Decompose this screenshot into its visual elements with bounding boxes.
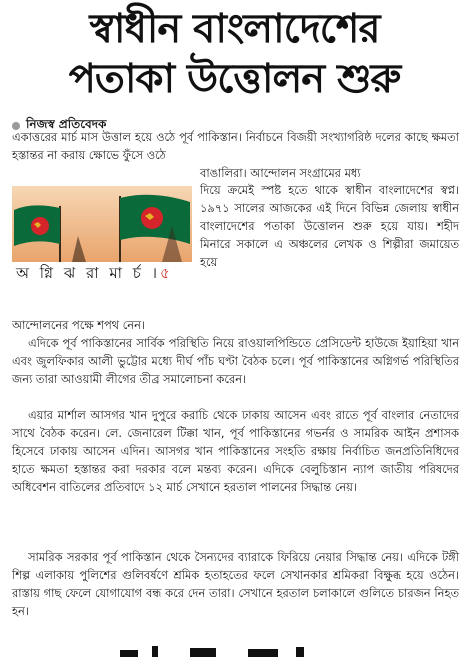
paragraph-tongi: সামরিক সরকার পূর্ব পাকিস্তান থেকে সৈন্যদের ব্যারাকে ফিরিয়ে নেয়ার সিদ্ধান্ত নেয়। এদিকে টঙ্গী শিল্প এলাকায় পুলিশের গুলিবর্ষণে শ্রমিক হতাহতের ফলে সেখানকার শ্রমিকরা বিক্ষুব্ধ হয়ে ওঠেন। রাস্তায় গাছ ফেলে যোগাযোগ বন্ধ করে দেন তারা। সেখানে হরতাল চলাকালে গুলিতে চারজন নিহত হন। [12,550,459,618]
paragraph-continuation: আন্দোলনের পক্ষে শপথ নেন। [12,318,145,332]
paragraph-beside-photo-first: বাঙালিরা। আন্দোলন সংগ্রামের মধ্য [200,166,361,180]
flag-photo-illustration [12,186,192,262]
paragraph-rawalpindi: এদিকে পূর্ব পাকিস্তানের সার্বিক পরিস্থিতি নিয়ে রাওয়ালপিন্ডিতে প্রেসিডেন্ট হাউজে ইয়াহিয়া খান এবং জুলফিকার আলী ভুট্টোর মধ্যে দীর্ঘ পাঁচ ঘণ্টা বৈঠক চলে। পূর্ব পাকিস্তানের অগ্নিগর্ভ পরিস্থিতির জন্য তারা আওয়ামী লীগের তীব্র সমালোচনা করেন। [12,336,459,386]
cut-off-text-shapes [120,640,360,657]
paragraph-beside-photo: দিয়ে ক্রমেই স্পষ্ট হতে থাকে স্বাধীন বাংলাদেশের স্বপ্ন। ১৯৭১ সালের আজকের এই দিনে বিভিন্ন জেলায় স্বাধীন বাংলাদেশের পতাকা উত্তোলন শুরু হয়ে যায়। শহীদ মিনারে সকালে এ অঞ্চলের লেখক ও শিল্পীরা জমায়েত হয়ে [200,183,459,269]
headline-line-1: স্বাধীন বাংলাদেশের [89,6,380,52]
flag-hoisting-photo [12,186,192,262]
photo-caption [16,262,173,287]
caption-number: ৫ [160,264,173,282]
byline-text: নিজস্ব প্রতিবেদক [26,117,107,131]
headline [10,4,459,104]
cut-off-next-headline [120,640,360,657]
caption-text: অ গ্নি ঝ রা মা র্চ । [16,264,160,282]
headline-line-2: পতাকা উত্তোলন শুরু [68,56,401,102]
paragraph-intro: একাত্তরের মার্চ মাস উত্তাল হয়ে ওঠে পূর্ব পাকিস্তান। নির্বাচনে বিজয়ী সংখ্যাগরিষ্ঠ দলের কাছে ক্ষমতা হস্তান্তর না করায় ক্ষোভে ফুঁসে ওঠে [12,130,459,162]
paragraph-asghar-khan: এয়ার মার্শাল আসগর খান দুপুরে করাচি থেকে ঢাকায় আসেন এবং রাতে পূর্ব বাংলার নেতাদের সাথে বৈঠক করেন। লে. জেনারেল টিক্কা খান, পূর্ব পাকিস্তানের গভর্নর ও সামরিক আইন প্রশাসক হিসেবে ঢাকায় আসেন এদিন। আসগর খান পাকিস্তানের সংহতি রক্ষায় নির্বাচিত জনপ্রতিনিধিদের হাতে ক্ষমতা হস্তান্তর করা দরকার বলে মন্তব্য করেন। এদিকে বেলুচিস্তান ন্যাপ জাতীয় পরিষদের অধিবেশন বাতিলের প্রতিবাদে ১২ মার্চ সেখানে হরতাল পালনের সিদ্ধান্ত নেয়। [12,408,459,494]
